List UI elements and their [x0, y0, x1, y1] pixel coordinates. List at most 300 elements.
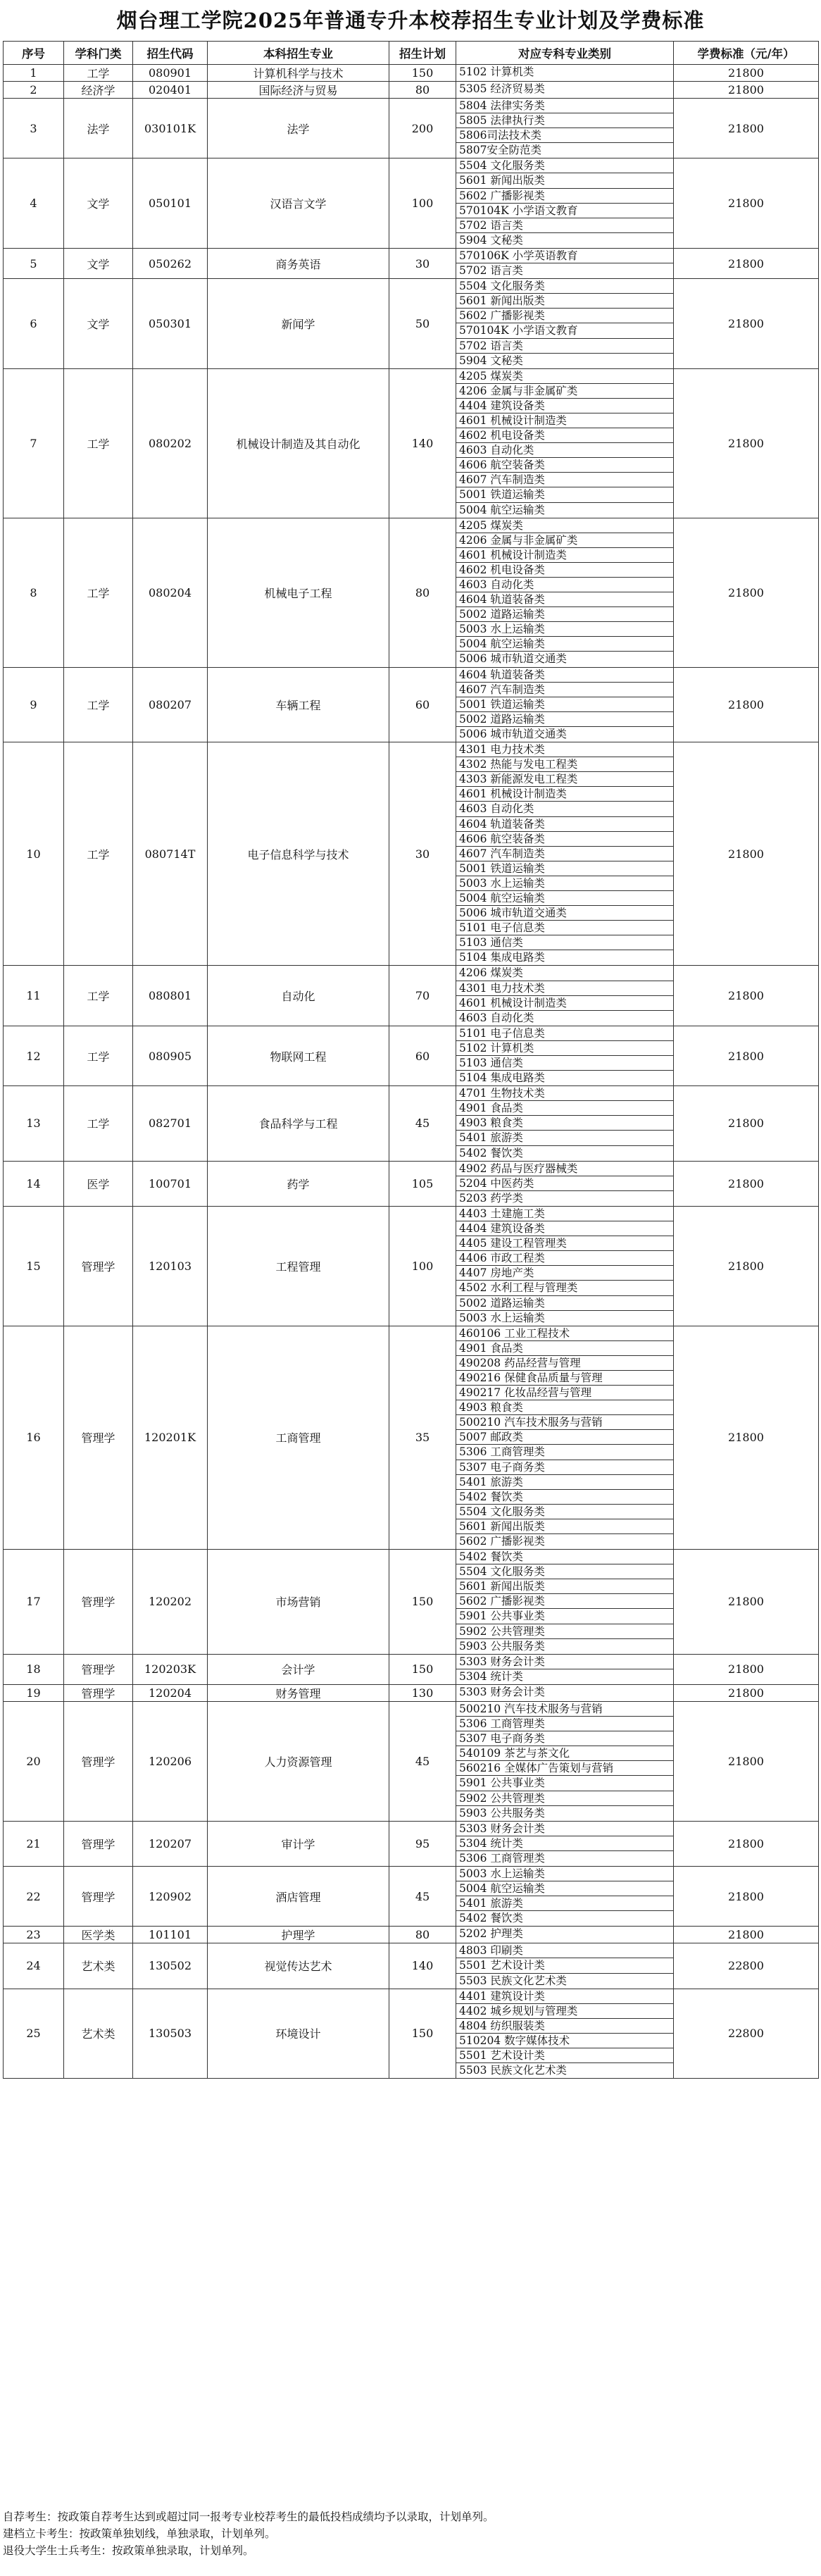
college-major-item: 5903 公共服务类: [459, 1806, 545, 1819]
college-major-item: 4205 煤炭类: [456, 518, 673, 533]
row-code: 050262: [133, 248, 208, 278]
row-code: 101101: [133, 1927, 208, 1943]
row-plan: 80: [389, 1927, 456, 1943]
row-major: 机械设计制造及其自动化: [208, 368, 389, 518]
row-plan: 60: [389, 667, 456, 742]
college-major-item: 4402 城乡规划与管理类: [456, 2004, 673, 2019]
college-major-item: 4602 机电设备类: [456, 563, 673, 578]
college-major-item: 5504 文化服务类: [456, 158, 673, 173]
row-college-majors: [456, 1550, 674, 1655]
college-major-item: 4603 自动化类: [456, 578, 673, 592]
college-major-item: 4404 建筑设备类: [456, 1221, 673, 1236]
college-major-item: 4902 药品与医疗器械类: [456, 1162, 673, 1176]
row-no: 16: [4, 1326, 64, 1549]
row-fee: 21800: [674, 1086, 819, 1161]
row-plan: 200: [389, 99, 456, 158]
college-major-item: 4901 食品类: [456, 1101, 673, 1116]
college-major-item: 4406 市政工程类: [456, 1251, 673, 1266]
row-category: 管理学: [64, 1550, 133, 1655]
row-code: 020401: [133, 82, 208, 99]
table-row: [4, 368, 819, 518]
college-major-item: 5006 城市轨道交通类: [456, 906, 673, 921]
college-major-item: 5004 航空运输类: [456, 1881, 673, 1896]
row-no: 11: [4, 966, 64, 1026]
college-major-item: 4301 电力技术类: [456, 742, 673, 757]
row-no: 25: [4, 1989, 64, 2079]
college-major-item: 5601 新闻出版类: [456, 173, 673, 188]
college-major-item: 4601 机械设计制造类: [456, 413, 673, 428]
row-plan: 35: [389, 1326, 456, 1549]
row-category: 医学类: [64, 1927, 133, 1943]
college-major-item: 5601 新闻出版类: [456, 1519, 673, 1534]
college-major-item: 5904 文秘类: [459, 233, 523, 247]
row-plan: 45: [389, 1086, 456, 1161]
row-college-majors: [456, 1821, 674, 1866]
row-major: 汉语言文学: [208, 158, 389, 249]
table-row: [4, 1206, 819, 1326]
row-college-majors: [456, 1866, 674, 1926]
note-line: 退役大学生士兵考生：按政策单独录取，计划单列。: [3, 2544, 254, 2557]
table-row: [4, 742, 819, 966]
college-major-item: 4601 机械设计制造类: [456, 996, 673, 1011]
table-row: [4, 1866, 819, 1926]
row-fee: 22800: [674, 1989, 819, 2079]
row-college-majors: [456, 966, 674, 1026]
row-category: 工学: [64, 966, 133, 1026]
row-college-majors: [456, 248, 674, 278]
college-major-item: 5903 公共服务类: [459, 1639, 545, 1653]
row-no: 15: [4, 1206, 64, 1326]
row-major: 工商管理: [208, 1326, 389, 1549]
row-code: 082701: [133, 1086, 208, 1161]
college-major-item: 4303 新能源发电工程类: [456, 772, 673, 787]
college-major-item: 4604 轨道装备类: [456, 817, 673, 832]
row-college-majors: [456, 1989, 674, 2079]
row-major: 酒店管理: [208, 1866, 389, 1926]
row-no: 1: [4, 65, 64, 82]
table-row: [4, 65, 819, 82]
college-major-item: 4606 航空装备类: [456, 458, 673, 473]
row-fee: 21800: [674, 1866, 819, 1926]
row-plan: 80: [389, 82, 456, 99]
row-college-majors: [456, 1326, 674, 1549]
row-major: 护理学: [208, 1927, 389, 1943]
row-no: 14: [4, 1161, 64, 1206]
row-major: 计算机科学与技术: [208, 65, 389, 82]
row-no: 10: [4, 742, 64, 966]
row-major: 商务英语: [208, 248, 389, 278]
row-code: 120203K: [133, 1654, 208, 1684]
row-college-majors: [456, 1086, 674, 1161]
row-plan: 140: [389, 368, 456, 518]
college-major-item: 5001 铁道运输类: [456, 697, 673, 712]
table-row: [4, 1550, 819, 1655]
row-category: 管理学: [64, 1654, 133, 1684]
college-major-item: 5503 民族文化艺术类: [459, 2064, 567, 2077]
row-college-majors: [456, 1943, 674, 1989]
row-plan: 150: [389, 1654, 456, 1684]
row-plan: 150: [389, 1989, 456, 2079]
note-line: 自荐考生：按政策自荐考生达到或超过同一报考专业校荐考生的最低投档成绩均予以录取，计划单列。: [3, 2510, 494, 2523]
header-code: 招生代码: [133, 42, 208, 65]
row-major: 药学: [208, 1161, 389, 1206]
row-category: 经济学: [64, 82, 133, 99]
college-major-item: 4301 电力技术类: [456, 981, 673, 996]
table-row: [4, 1086, 819, 1161]
college-major-item: 5702 语言类: [456, 339, 673, 354]
row-code: 080207: [133, 667, 208, 742]
college-major-item: 570104K 小学语文教育: [456, 204, 673, 218]
college-major-item: 5602 广播影视类: [459, 1535, 545, 1548]
table-row: [4, 1989, 819, 2079]
college-major-item: 5702 语言类: [459, 264, 523, 278]
table-row: [4, 279, 819, 369]
college-major-item: 5402 餐饮类: [459, 1146, 523, 1159]
college-major-item: 5104 集成电路类: [459, 1071, 545, 1085]
college-major-item: 5101 电子信息类: [456, 1026, 673, 1041]
row-code: 100701: [133, 1161, 208, 1206]
row-college-majors: [456, 518, 674, 667]
row-category: 医学: [64, 1161, 133, 1206]
college-major-item: 5102 计算机类: [459, 66, 534, 78]
row-fee: 21800: [674, 1821, 819, 1866]
college-major-item: 4606 航空装备类: [456, 832, 673, 847]
college-major-item: 5307 电子商务类: [456, 1460, 673, 1475]
row-code: 130503: [133, 1989, 208, 2079]
row-major: 市场营销: [208, 1550, 389, 1655]
college-major-item: 5402 餐饮类: [456, 1490, 673, 1505]
row-college-majors: [456, 742, 674, 966]
college-major-item: 4901 食品类: [456, 1341, 673, 1356]
row-category: 文学: [64, 158, 133, 249]
college-major-item: 5804 法律实务类: [456, 99, 673, 113]
table-row: [4, 1326, 819, 1549]
note-line: 建档立卡考生：按政策单独划线，单独录取，计划单列。: [3, 2527, 276, 2540]
row-college-majors: [456, 1206, 674, 1326]
row-code: 120201K: [133, 1326, 208, 1549]
college-major-item: 4903 粮食类: [456, 1116, 673, 1131]
college-major-item: 4205 煤炭类: [456, 369, 673, 384]
row-fee: 21800: [674, 966, 819, 1026]
row-code: 120207: [133, 1821, 208, 1866]
row-plan: 150: [389, 65, 456, 82]
row-major: 会计学: [208, 1654, 389, 1684]
row-code: 120902: [133, 1866, 208, 1926]
college-major-item: 5103 通信类: [456, 935, 673, 950]
college-major-item: 5401 旅游类: [456, 1475, 673, 1490]
row-fee: 21800: [674, 667, 819, 742]
row-fee: 21800: [674, 279, 819, 369]
row-no: 7: [4, 368, 64, 518]
college-major-item: 4804 纺织服装类: [456, 2019, 673, 2034]
college-major-item: 500210 汽车技术服务与营销: [456, 1415, 673, 1430]
row-major: 食品科学与工程: [208, 1086, 389, 1161]
table-row: [4, 1927, 819, 1943]
college-major-item: 5904 文秘类: [459, 354, 523, 367]
row-category: 工学: [64, 667, 133, 742]
college-major-item: 4607 汽车制造类: [456, 847, 673, 861]
row-category: 管理学: [64, 1326, 133, 1549]
college-major-item: 5303 财务会计类: [456, 1655, 673, 1669]
college-major-item: 5402 餐饮类: [459, 1912, 523, 1925]
college-major-item: 4407 房地产类: [456, 1266, 673, 1281]
college-major-item: 5001 铁道运输类: [456, 487, 673, 502]
row-college-majors: [456, 82, 674, 99]
row-major: 物联网工程: [208, 1026, 389, 1085]
row-no: 24: [4, 1943, 64, 1989]
row-fee: 21800: [674, 1927, 819, 1943]
row-no: 9: [4, 667, 64, 742]
college-major-item: 5303 财务会计类: [456, 1822, 673, 1836]
row-major: 电子信息科学与技术: [208, 742, 389, 966]
row-category: 文学: [64, 279, 133, 369]
college-major-item: 510204 数字媒体技术: [456, 2034, 673, 2048]
row-major: 新闻学: [208, 279, 389, 369]
college-major-item: 5306 工商管理类: [456, 1445, 673, 1460]
college-major-item: 4604 轨道装备类: [456, 592, 673, 607]
row-plan: 140: [389, 1943, 456, 1989]
college-major-item: 4302 热能与发电工程类: [456, 757, 673, 772]
row-plan: 100: [389, 1206, 456, 1326]
college-major-item: 5807安全防范类: [459, 144, 541, 157]
row-category: 法学: [64, 99, 133, 158]
college-major-item: 5002 道路运输类: [456, 712, 673, 727]
table-body: [4, 65, 819, 2079]
row-no: 3: [4, 99, 64, 158]
table-row: [4, 1701, 819, 1821]
college-major-item: 5504 文化服务类: [456, 1564, 673, 1579]
row-code: 030101K: [133, 99, 208, 158]
row-no: 13: [4, 1086, 64, 1161]
row-college-majors: [456, 1684, 674, 1701]
table-row: [4, 1026, 819, 1085]
table-row: [4, 1654, 819, 1684]
row-plan: 50: [389, 279, 456, 369]
college-major-item: 5305 经济贸易类: [459, 82, 545, 95]
row-major: 机械电子工程: [208, 518, 389, 667]
college-major-item: 5402 餐饮类: [456, 1550, 673, 1564]
row-no: 8: [4, 518, 64, 667]
row-major: 法学: [208, 99, 389, 158]
row-plan: 100: [389, 158, 456, 249]
college-major-item: 5504 文化服务类: [456, 1505, 673, 1519]
college-major-item: 5001 铁道运输类: [456, 861, 673, 876]
row-college-majors: [456, 1026, 674, 1085]
row-category: 工学: [64, 742, 133, 966]
row-plan: 130: [389, 1684, 456, 1701]
row-major: 自动化: [208, 966, 389, 1026]
header-major: 本科招生专业: [208, 42, 389, 65]
row-category: 文学: [64, 248, 133, 278]
row-fee: 21800: [674, 1550, 819, 1655]
table-row: [4, 158, 819, 249]
college-major-item: 5307 电子商务类: [456, 1731, 673, 1746]
row-no: 20: [4, 1701, 64, 1821]
college-major-item: 5004 航空运输类: [456, 637, 673, 652]
enrollment-plan-table: [3, 41, 819, 2079]
college-major-item: 4803 印刷类: [456, 1943, 673, 1958]
row-no: 23: [4, 1927, 64, 1943]
college-major-item: 5202 护理类: [459, 1927, 523, 1941]
table-row: [4, 82, 819, 99]
college-major-item: 5006 城市轨道交通类: [459, 727, 567, 740]
row-fee: 21800: [674, 742, 819, 966]
row-no: 5: [4, 248, 64, 278]
college-major-item: 5401 旅游类: [456, 1896, 673, 1911]
college-major-item: 5503 民族文化艺术类: [459, 1974, 567, 1987]
row-fee: 22800: [674, 1943, 819, 1989]
college-major-item: 5501 艺术设计类: [456, 1958, 673, 1973]
college-major-item: 5003 水上运输类: [456, 1867, 673, 1881]
row-college-majors: [456, 1701, 674, 1821]
college-major-item: 5204 中医药类: [456, 1176, 673, 1191]
college-major-item: 5103 通信类: [456, 1056, 673, 1071]
row-college-majors: [456, 1161, 674, 1206]
college-major-item: 4404 建筑设备类: [456, 399, 673, 413]
row-category: 工学: [64, 1086, 133, 1161]
row-college-majors: [456, 1654, 674, 1684]
college-major-item: 560216 全媒体广告策划与营销: [456, 1761, 673, 1776]
table-row: [4, 667, 819, 742]
row-category: 管理学: [64, 1701, 133, 1821]
row-no: 22: [4, 1866, 64, 1926]
college-major-item: 4607 汽车制造类: [456, 683, 673, 697]
row-college-majors: [456, 667, 674, 742]
row-college-majors: [456, 158, 674, 249]
row-plan: 60: [389, 1026, 456, 1085]
row-code: 120103: [133, 1206, 208, 1326]
college-major-item: 4601 机械设计制造类: [456, 548, 673, 563]
college-major-item: 5203 药学类: [459, 1191, 523, 1205]
college-major-item: 4206 金属与非金属矿类: [456, 533, 673, 548]
row-college-majors: [456, 99, 674, 158]
row-category: 工学: [64, 518, 133, 667]
row-category: 管理学: [64, 1206, 133, 1326]
college-major-item: 5306 工商管理类: [459, 1851, 545, 1865]
row-fee: 21800: [674, 1026, 819, 1085]
college-major-item: 490208 药品经营与管理: [456, 1356, 673, 1371]
row-major: 财务管理: [208, 1684, 389, 1701]
college-major-item: 5601 新闻出版类: [456, 294, 673, 309]
college-major-item: 4601 机械设计制造类: [456, 787, 673, 802]
row-category: 管理学: [64, 1821, 133, 1866]
row-college-majors: [456, 368, 674, 518]
college-major-item: 5306 工商管理类: [456, 1717, 673, 1731]
college-major-item: 490216 保健食品质量与管理: [456, 1371, 673, 1386]
row-fee: 21800: [674, 518, 819, 667]
row-fee: 21800: [674, 1206, 819, 1326]
row-category: 工学: [64, 1026, 133, 1085]
row-fee: 21800: [674, 1326, 819, 1549]
college-major-item: 4603 自动化类: [456, 443, 673, 458]
college-major-item: 5601 新闻出版类: [456, 1579, 673, 1594]
college-major-item: 5304 统计类: [459, 1669, 523, 1683]
college-major-item: 570104K 小学语文教育: [456, 323, 673, 338]
row-college-majors: [456, 1927, 674, 1943]
row-code: 130502: [133, 1943, 208, 1989]
header-category: 学科门类: [64, 42, 133, 65]
document-title: 烟台理工学院2025年普通专升本校荐招生专业计划及学费标准: [116, 8, 705, 32]
row-plan: 45: [389, 1701, 456, 1821]
college-major-item: 500210 汽车技术服务与营销: [456, 1702, 673, 1717]
row-no: 17: [4, 1550, 64, 1655]
row-major: 车辆工程: [208, 667, 389, 742]
college-major-item: 5007 邮政类: [456, 1430, 673, 1445]
table-row: [4, 1943, 819, 1989]
row-no: 4: [4, 158, 64, 249]
college-major-item: 5104 集成电路类: [459, 951, 545, 964]
college-major-item: 5901 公共事业类: [456, 1776, 673, 1791]
row-fee: 21800: [674, 368, 819, 518]
college-major-item: 5806司法技术类: [456, 128, 673, 143]
row-code: 080714T: [133, 742, 208, 966]
row-no: 21: [4, 1821, 64, 1866]
college-major-item: 5902 公共管理类: [456, 1791, 673, 1806]
row-plan: 70: [389, 966, 456, 1026]
row-fee: 21800: [674, 82, 819, 99]
table-row: [4, 1161, 819, 1206]
college-major-item: 4602 机电设备类: [456, 428, 673, 443]
college-major-item: 5003 水上运输类: [456, 876, 673, 891]
college-major-item: 5006 城市轨道交通类: [459, 652, 567, 666]
row-major: 环境设计: [208, 1989, 389, 2079]
row-category: 工学: [64, 368, 133, 518]
row-code: 080204: [133, 518, 208, 667]
college-major-item: 5702 语言类: [456, 218, 673, 233]
college-major-item: 5102 计算机类: [456, 1041, 673, 1056]
row-college-majors: [456, 65, 674, 82]
row-code: 080905: [133, 1026, 208, 1085]
table-header-row: [4, 42, 819, 65]
college-major-item: 4206 煤炭类: [456, 966, 673, 981]
college-major-item: 5003 水上运输类: [456, 622, 673, 637]
college-major-item: 5004 航空运输类: [459, 503, 545, 516]
college-major-item: 4603 自动化类: [456, 802, 673, 816]
row-fee: 21800: [674, 65, 819, 82]
row-category: 艺术类: [64, 1943, 133, 1989]
row-fee: 21800: [674, 248, 819, 278]
college-major-item: 5303 财务会计类: [459, 1685, 545, 1698]
row-category: 工学: [64, 65, 133, 82]
college-major-item: 570106K 小学英语教育: [456, 249, 673, 263]
college-major-item: 540109 茶艺与茶文化: [456, 1746, 673, 1761]
row-code: 120202: [133, 1550, 208, 1655]
row-fee: 21800: [674, 1161, 819, 1206]
college-major-item: 460106 工业工程技术: [456, 1326, 673, 1341]
row-major: 视觉传达艺术: [208, 1943, 389, 1989]
row-category: 管理学: [64, 1684, 133, 1701]
college-major-item: 5805 法律执行类: [456, 113, 673, 128]
college-major-item: 5401 旅游类: [456, 1131, 673, 1145]
row-college-majors: [456, 279, 674, 369]
college-major-item: 4403 土建施工类: [456, 1207, 673, 1221]
notes-section: [3, 2508, 818, 2559]
row-plan: 30: [389, 248, 456, 278]
row-no: 2: [4, 82, 64, 99]
table-row: [4, 966, 819, 1026]
row-code: 120206: [133, 1701, 208, 1821]
row-code: 080901: [133, 65, 208, 82]
row-no: 12: [4, 1026, 64, 1085]
row-fee: 21800: [674, 158, 819, 249]
college-major-item: 5002 道路运输类: [456, 1296, 673, 1311]
college-major-item: 5901 公共事业类: [456, 1609, 673, 1624]
row-major: 国际经济与贸易: [208, 82, 389, 99]
college-major-item: 4502 水利工程与管理类: [456, 1281, 673, 1295]
header-fee: 学费标准（元/年）: [674, 42, 819, 65]
row-fee: 21800: [674, 99, 819, 158]
row-category: 管理学: [64, 1866, 133, 1926]
